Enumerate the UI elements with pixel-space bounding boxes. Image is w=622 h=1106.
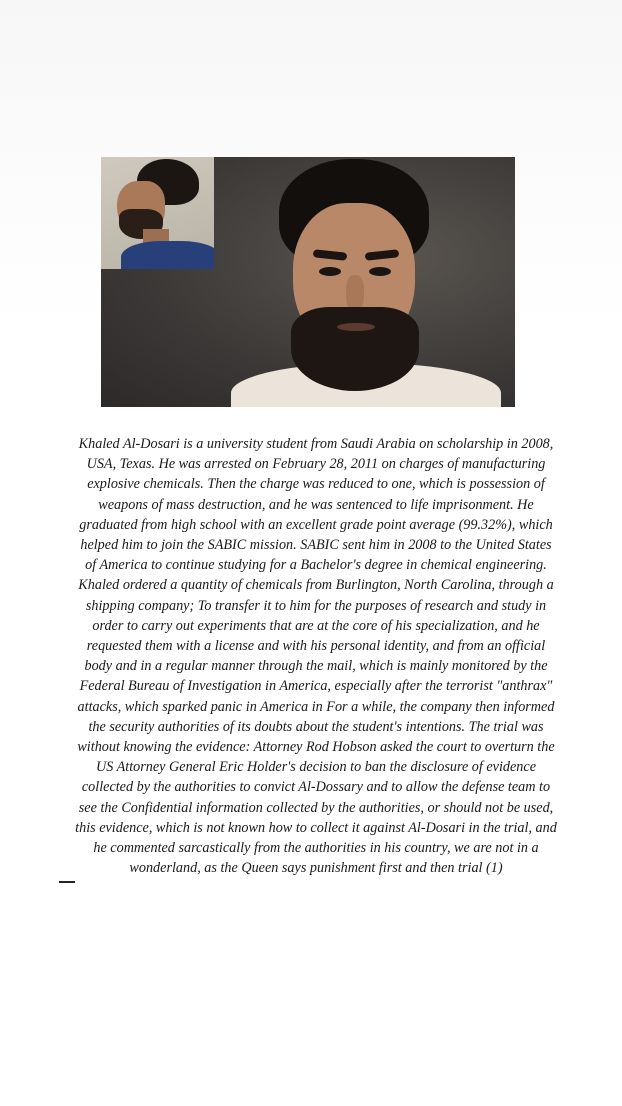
article-body-text: Khaled Al-Dosari is a university student from Saudi Arabia on scholarship in 2008, USA, Texas. He was arrested on February 28, 2011 on charges of manufacturing explosive chemicals. Then the charge was reduced to one, which is possession of weapons of mass destruction, and he was sentenced to life imprisonment. He graduated from high school with an excellent grade point average (99.32%), which helped him to join the SABIC mission. SABIC sent him in 2008 to the United States of America to continue studying for a Bachelor's degree in chemical engineering. Khaled ordered a quantity of chemicals from Burlington, North Carolina, through a shipping company; To transfer it to him for the purposes of research and study in order to carry out experiments that are at the core of his specialization, and he requested them with a license and with his personal identity, and from an official body and in a regular manner through the mail, which is mainly monitored by the Federal Bureau of Investigation in America, especially after the terrorist "anthrax" attacks, which sparked panic in America in For a while, the company then informed the security authorities of its doubts about the student's intentions. The trial was without knowing the evidence: Attorney Rod Hobson asked the court to overturn the US Attorney General Eric Holder's decision to ban the disclosure of evidence collected by the authorities to convict Al-Dossary and to allow the defense team to see the Confidential information collected by the authorities, or should not be used, this evidence, which is not known how to collect it against Al-Dosari in the trial, and he commented sarcastically from the authorities in his country, we are not in a wonderland, as the Queen says punishment first and then trial (1) bbox=[75, 436, 557, 877]
margin-mark bbox=[59, 881, 75, 883]
mugshot-photo bbox=[101, 157, 515, 407]
front-portrait bbox=[241, 157, 511, 407]
profile-photo-inset bbox=[101, 157, 214, 269]
